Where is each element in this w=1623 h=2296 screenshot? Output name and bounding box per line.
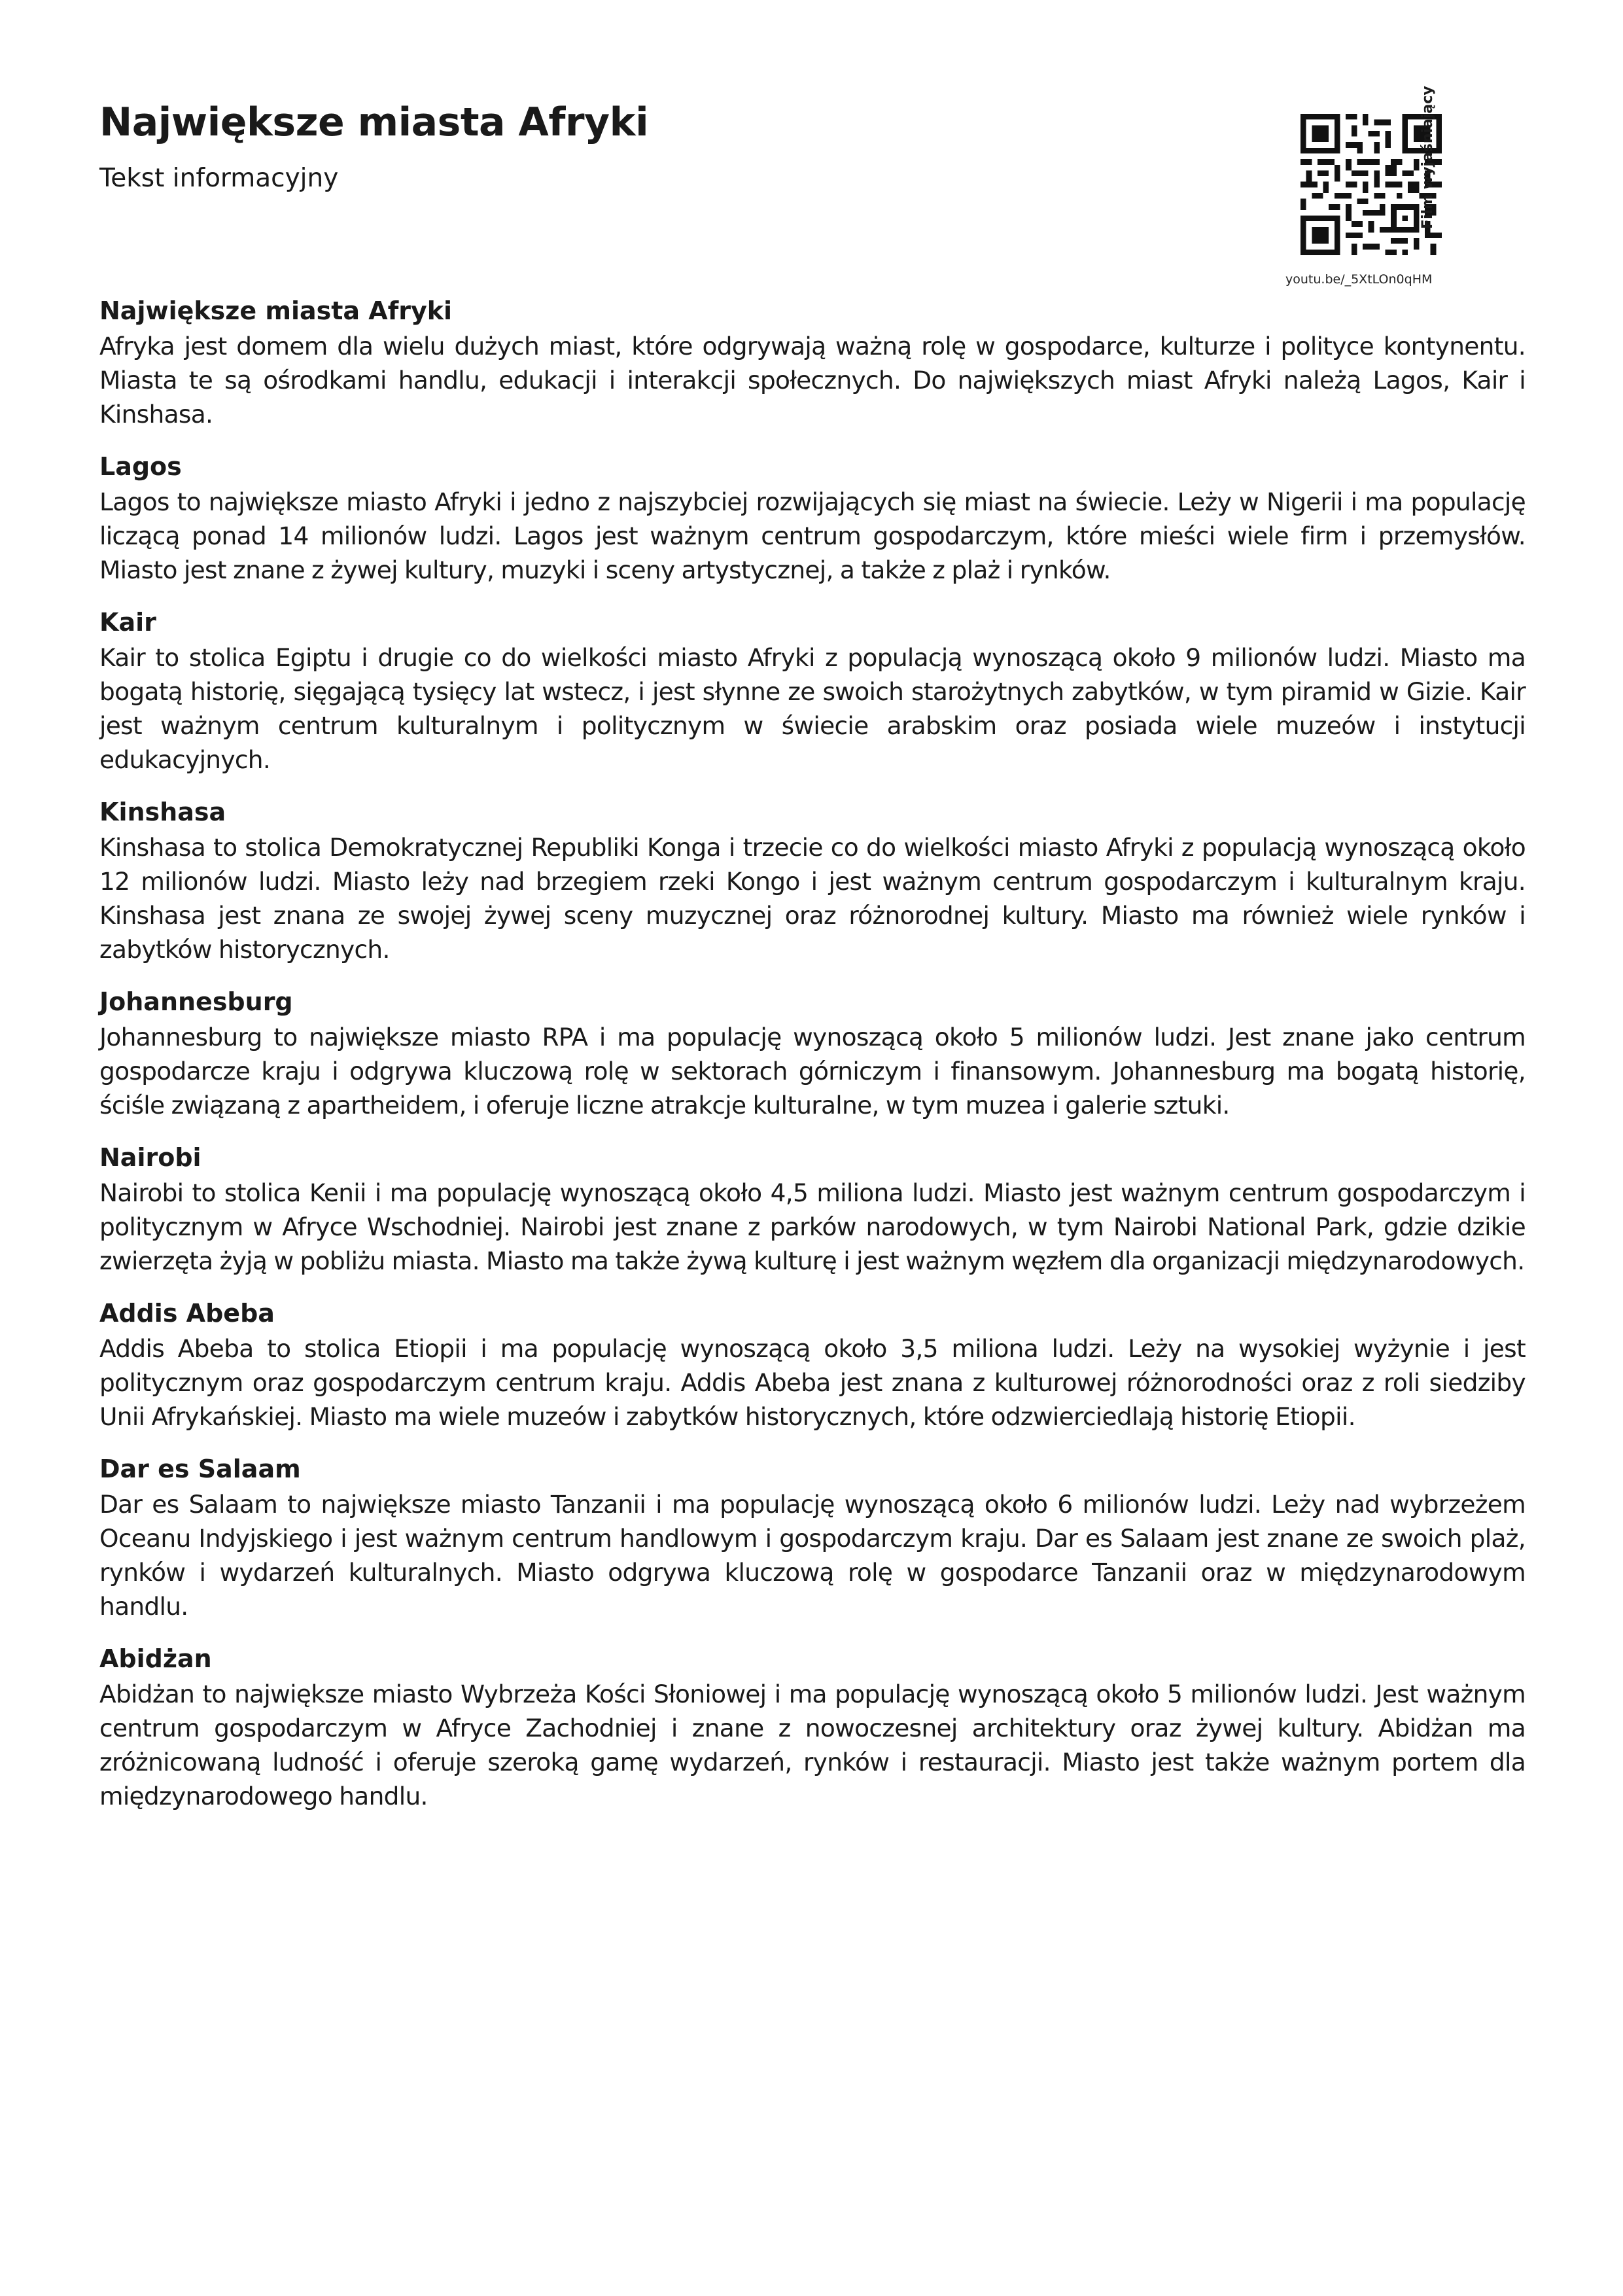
section-intro: [99, 292, 1526, 431]
section-johannesburg: [99, 983, 1526, 1122]
section-heading: Kair: [99, 608, 156, 637]
section-heading: Dar es Salaam: [99, 1455, 301, 1483]
qr-block: [1282, 86, 1492, 294]
section-text: Addis Abeba to stolica Etiopii i ma populację wynoszącą około 3,5 miliona ludzi. Leży na wysokiej wyżynie i jest politycznym oraz gospodarczym centrum kraju. Addis Abeba jest znana z kulturowej różnorodności oraz z roli siedziby Unii Afrykańskiej. Miasto ma wiele muzeów i zabytków historycznych, które odzwierciedlają historię Etiopii.: [99, 1334, 1526, 1431]
article-content: [99, 292, 1526, 1830]
section-heading: Addis Abeba: [99, 1299, 275, 1328]
page-title: Największe miasta Afryki: [99, 99, 649, 145]
section-addis-abeba: [99, 1295, 1526, 1434]
section-text: Nairobi to stolica Kenii i ma populację wynoszącą około 4,5 miliona ludzi. Miasto jest ważnym centrum gospodarczym i politycznym w Afryce Wschodniej. Nairobi jest znane z parków narodowych, w tym Nairobi National Park, gdzie dzikie zwierzęta żyją w pobliżu miasta. Miasto ma także żywą kulturę i jest ważnym węzłem dla organizacji międzynarodowych.: [99, 1178, 1526, 1275]
section-text: Johannesburg to największe miasto RPA i ma populację wynoszącą około 5 milionów ludzi. Jest znane jako centrum gospodarcze kraju i odgrywa kluczową rolę w sektorach górniczym i finansowym. Johannesburg ma bogatą historię, ściśle związaną z apartheidem, i oferuje liczne atrakcje kulturalne, w tym muzea i galerie sztuki.: [99, 1023, 1526, 1120]
section-heading: Abidżan: [99, 1644, 212, 1673]
section-text: Lagos to największe miasto Afryki i jedno z najszybciej rozwijających się miast na świecie. Leży w Nigerii i ma populację liczącą ponad 14 milionów ludzi. Lagos jest ważnym centrum gospodarczym, które mieści wiele firm i przemysłów. Miasto jest znane z żywej kultury, muzyki i sceny artystycznej, a także z plaż i rynków.: [99, 487, 1526, 584]
section-heading: Nairobi: [99, 1143, 201, 1172]
section-kinshasa: [99, 794, 1526, 966]
section-text: Dar es Salaam to największe miasto Tanzanii i ma populację wynoszącą około 6 milionów ludzi. Leży nad wybrzeżem Oceanu Indyjskiego i jest ważnym centrum handlowym i gospodarczym kraju. Dar es Salaam jest znane ze swoich plaż, rynków i wydarzeń kulturalnych. Miasto odgrywa kluczową rolę w gospodarce Tanzanii oraz w międzynarodowym handlu.: [99, 1490, 1526, 1621]
section-abidzan: [99, 1640, 1526, 1813]
section-text: Kinshasa to stolica Demokratycznej Republiki Konga i trzecie co do wielkości miasto Afryki z populacją wynoszącą około 12 milionów ludzi. Miasto leży nad brzegiem rzeki Kongo i jest ważnym centrum gospodarczym i kulturalnym kraju. Kinshasa jest znana ze swojej żywej sceny muzycznej oraz różnorodnej kultury. Miasto ma również wiele rynków i zabytków historycznych.: [99, 833, 1526, 964]
section-lagos: [99, 448, 1526, 587]
section-text: Kair to stolica Egiptu i drugie co do wielkości miasto Afryki z populacją wynoszącą około 9 milionów ludzi. Miasto ma bogatą historię, sięgającą tysięcy lat wstecz, i jest słynne ze swoich starożytnych zabytków, w tym piramid w Gizie. Kair jest ważnym centrum kulturalnym i politycznym w świecie arabskim oraz posiada wiele muzeów i instytucji edukacyjnych.: [99, 643, 1526, 774]
section-kair: [99, 604, 1526, 777]
section-heading: Kinshasa: [99, 798, 226, 826]
qr-caption: Film wyjaśniający: [1420, 86, 1436, 229]
section-heading: Johannesburg: [99, 987, 293, 1016]
section-nairobi: [99, 1139, 1526, 1278]
section-text: Afryka jest domem dla wielu dużych miast, które odgrywają ważną rolę w gospodarce, kulturze i polityce kontynentu. Miasta te są ośrodkami handlu, edukacji i interakcji społecznych. Do największych miast Afryki należą Lagos, Kair i Kinshasa.: [99, 332, 1526, 429]
page-subtitle: Tekst informacyjny: [99, 164, 339, 193]
section-heading: Największe miasta Afryki: [99, 296, 453, 325]
qr-url[interactable]: youtu.be/_5XtLOn0qHM: [1285, 272, 1433, 287]
section-heading: Lagos: [99, 452, 182, 481]
section-text: Abidżan to największe miasto Wybrzeża Kości Słoniowej i ma populację wynoszącą około 5 milionów ludzi. Jest ważnym centrum gospodarczym w Afryce Zachodniej i znane z nowoczesnej architektury oraz żywej kultury. Abidżan ma zróżnicowaną ludność i oferuje szeroką gamę wydarzeń, rynków i restauracji. Miasto jest także ważnym portem dla międzynarodowego handlu.: [99, 1680, 1526, 1810]
section-dar-es-salaam: [99, 1451, 1526, 1623]
